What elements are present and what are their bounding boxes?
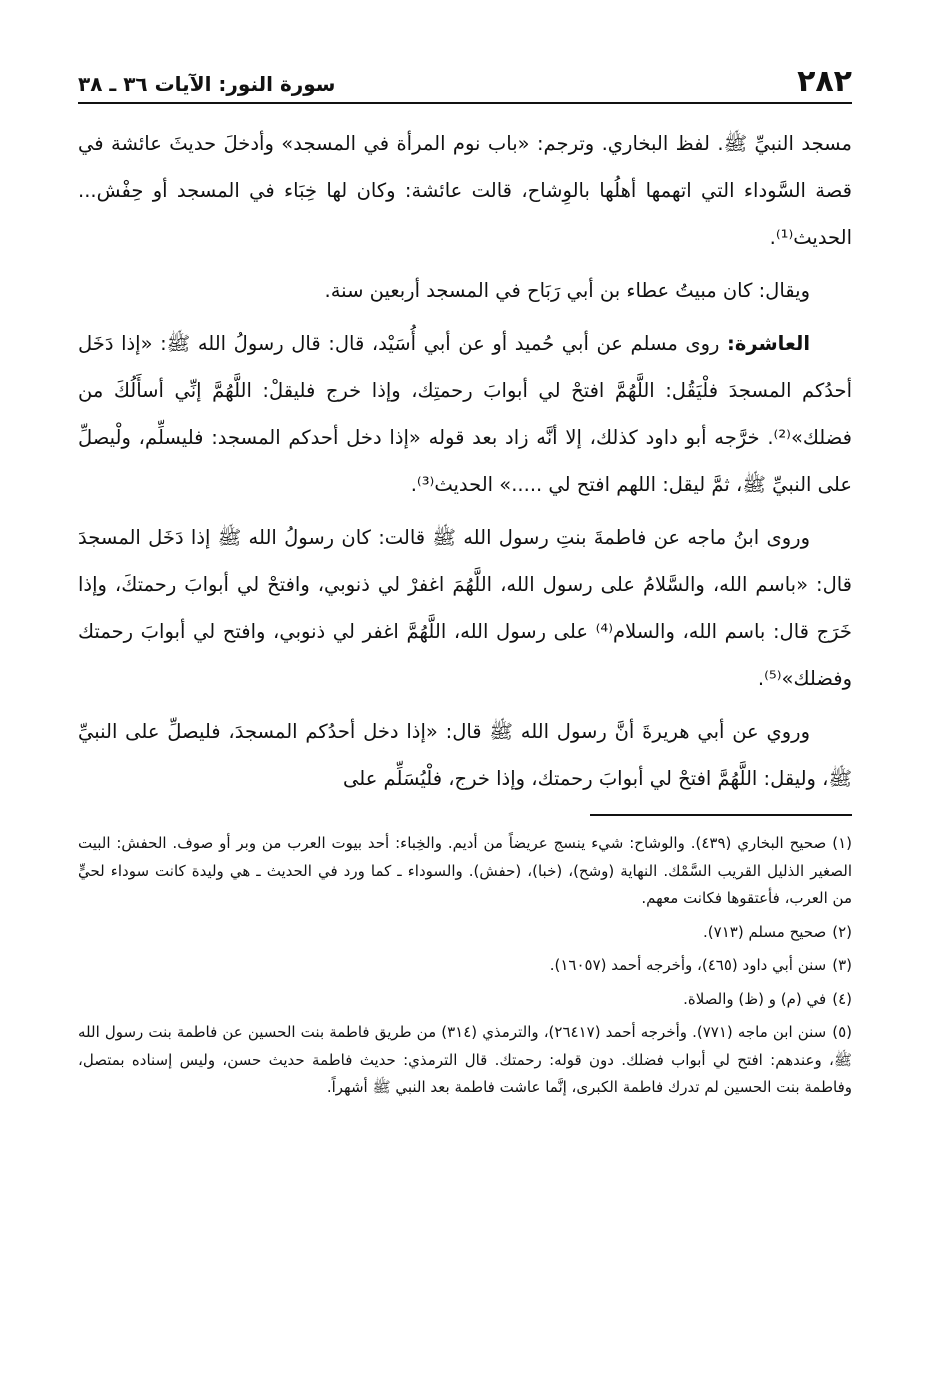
footnotes bbox=[78, 830, 852, 1102]
paragraph-3-text: روى مسلم عن أبي حُميد أو عن أبي أُسَيْد، قال: قال رسولُ الله ﷺ: «إذا دَخَل أحدُكم المسجدَ فلْيَقُل: اللَّهُمَّ افتحْ لي أبوابَ رحمتِك، وإذا خرج فليقلْ: اللَّهُمَّ إنِّي أسأَلُكَ من فضلك»⁽²⁾. خرَّجه أبو داود كذلك، إلا أنَّه زاد بعد قوله «إذا دخل أحدكم المسجد: فليسلِّم، ولْيصلِّ على النبيِّ ﷺ، ثمَّ ليقل: اللهم افتح لي .....» الحديث⁽³⁾. bbox=[78, 332, 852, 496]
paragraph-4 bbox=[78, 514, 852, 702]
page-header bbox=[78, 60, 852, 104]
footnote-number: (٣) bbox=[832, 956, 852, 974]
footnote-3 bbox=[78, 952, 852, 980]
body-text bbox=[78, 120, 852, 802]
paragraph-1 bbox=[78, 120, 852, 261]
footnote-4 bbox=[78, 986, 852, 1014]
paragraph-3 bbox=[78, 320, 852, 508]
paragraph-3-lead: العاشرة: bbox=[727, 332, 810, 355]
footnote-divider bbox=[590, 814, 852, 816]
paragraph-1-text: مسجد النبيِّ ﷺ. لفظ البخاري. وترجم: «باب نوم المرأة في المسجد» وأدخلَ حديثَ عائشة في قصة السَّوداء التي اتهمها أهلُها بالوِشاح، قالت عائشة: وكان لها خِبَاء في المسجد أو حِفْش... الحديث⁽¹⁾. bbox=[78, 132, 852, 249]
paragraph-2 bbox=[78, 267, 852, 314]
footnote-text: صحيح البخاري (٤٣٩). والوشاح: شيء ينسج عريضاً من أديم. والخِباء: أحد بيوت العرب من وبر أو صوف. الحفش: البيت الصغير الذليل القريب السَّمْك. النهاية (وشح)، (خبا)، (حفش). والسوداء ـ كما ورد في الحديث ـ هي وليدة كانت سوداء لحيٍّ من العرب، فأعتقوها فكانت معهم. bbox=[78, 834, 852, 907]
footnote-1 bbox=[78, 830, 852, 913]
footnote-text: صحيح مسلم (٧١٣). bbox=[703, 922, 827, 941]
running-title: سورة النور: الآيات ٣٦ ـ ٣٨ bbox=[78, 72, 336, 96]
footnote-text: سنن ابن ماجه (٧٧١). وأخرجه أحمد (٢٦٤١٧)، والترمذي (٣١٤) من طريق فاطمة بنت الحسين عن فاطمة بنت رسول الله ﷺ، وعندهم: افتح لي أبواب فضلك. دون قوله: رحمتك. قال الترمذي: حديث فاطمة حديث حسن، وليس إسناده بمتصل، وفاطمة بنت الحسين لم تدرك فاطمة الكبرى، إنَّما عاشت فاطمة بعد النبي ﷺ أشهراً. bbox=[78, 1023, 852, 1096]
footnote-number: (٥) bbox=[832, 1023, 853, 1041]
paragraph-5-text: وروي عن أبي هريرةَ أنَّ رسول الله ﷺ قال: «إذا دخل أحدُكم المسجدَ، فليصلِّ على النبيِّ ﷺ، وليقل: اللَّهُمَّ افتحْ لي أبوابَ رحمتك، وإذا خرج، فلْيُسَلِّم على bbox=[78, 720, 852, 790]
footnote-text: سنن أبي داود (٤٦٥)، وأخرجه أحمد (١٦٠٥٧). bbox=[549, 956, 827, 974]
footnote-number: (٤) bbox=[832, 989, 852, 1008]
paragraph-2-text: ويقال: كان مبيتُ عطاء بن أبي رَبَاح في المسجد أربعين سنة. bbox=[324, 279, 810, 302]
book-page bbox=[78, 60, 852, 1360]
footnote-2 bbox=[78, 919, 852, 947]
footnote-text: في (م) و (ظ) والصلاة. bbox=[683, 989, 827, 1008]
footnote-number: (٢) bbox=[832, 922, 852, 941]
footnote-number: (١) bbox=[832, 834, 852, 852]
paragraph-5 bbox=[78, 708, 852, 802]
paragraph-4-text: وروى ابنُ ماجه عن فاطمةَ بنتِ رسول الله ﷺ قالت: كان رسولُ الله ﷺ إذا دَخَل المسجدَ قال: «باسم الله، والسَّلامُ على رسول الله، اللَّهُمَ اغفرْ لي ذنوبي، وافتحْ لي أبوابَ رحمتكَ، وإذا خَرَج قال: باسم الله، والسلام⁽⁴⁾ على رسول الله، اللَّهُمَّ اغفر لي ذنوبي، وافتح لي أبوابَ رحمتك وفضلك»⁽⁵⁾. bbox=[78, 526, 852, 690]
footnote-5 bbox=[78, 1019, 852, 1102]
page-number: ٢٨٢ bbox=[797, 64, 852, 99]
